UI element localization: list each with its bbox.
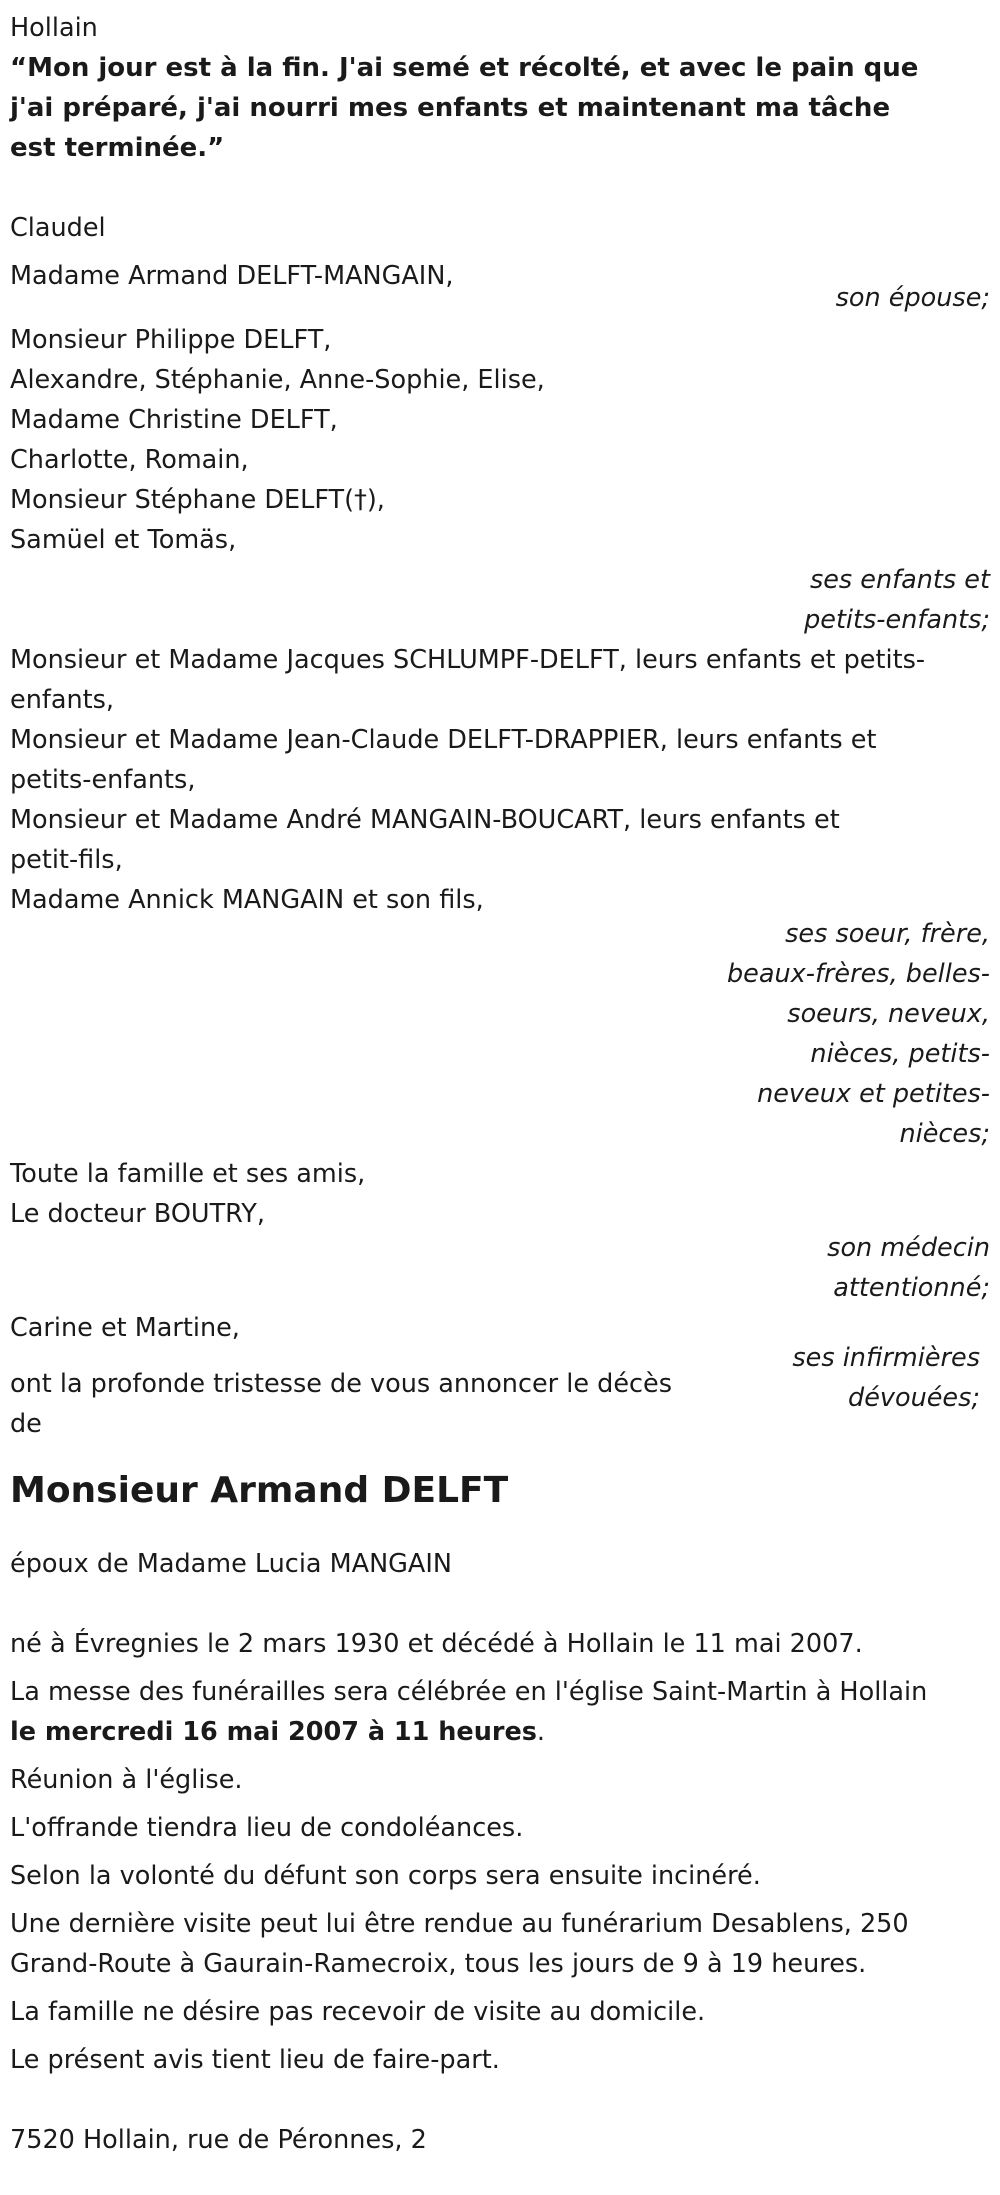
nurses-role-line-2: dévouées; xyxy=(848,1383,980,1413)
nurses-announce-block xyxy=(10,1308,990,1444)
no-home-visit-text: La famille ne désire pas recevoir de visite au domicile. xyxy=(10,1997,706,2027)
announce-line-1: ont la profonde tristesse de vous annoncer le décès xyxy=(10,1369,673,1399)
siblings-role-line: nièces, petits- xyxy=(810,1039,990,1069)
list-item: Monsieur et Madame André MANGAIN-BOUCART, leurs enfants et xyxy=(10,805,840,835)
nurses-role-line-1: ses infirmières xyxy=(792,1343,980,1373)
list-item: petits-enfants, xyxy=(10,765,196,795)
siblings-role-line: soeurs, neveux, xyxy=(787,999,990,1029)
siblings-role-line: neveux et petites- xyxy=(757,1079,990,1109)
nurses-name: Carine et Martine, xyxy=(10,1313,240,1343)
cremation-text: Selon la volonté du défunt son corps sera ensuite incinéré. xyxy=(10,1861,761,1891)
doctor-name: Le docteur BOUTRY, xyxy=(10,1199,265,1229)
siblings-list xyxy=(10,640,990,920)
list-item: Alexandre, Stéphanie, Anne-Sophie, Elise, xyxy=(10,365,545,395)
list-item: Samüel et Tomäs, xyxy=(10,525,237,555)
announce-line-2: de xyxy=(10,1409,42,1439)
list-item: Monsieur et Madame Jacques SCHLUMPF-DELFT, leurs enfants et petits- xyxy=(10,645,926,675)
mass-date-line xyxy=(10,1712,990,1752)
notice-text: Le présent avis tient lieu de faire-part. xyxy=(10,2045,500,2075)
list-item: Monsieur Philippe DELFT, xyxy=(10,325,332,355)
children-role-line-2: petits-enfants; xyxy=(804,605,990,635)
list-item: enfants, xyxy=(10,685,115,715)
list-item: Charlotte, Romain, xyxy=(10,445,249,475)
doctor-role-line-2: attentionné; xyxy=(833,1273,990,1303)
mass-date-suffix: . xyxy=(536,1717,546,1747)
deceased-spouse: époux de Madame Lucia MANGAIN xyxy=(10,1549,452,1579)
mass-line: La messe des funérailles sera célébrée en l'église Saint-Martin à Hollain xyxy=(10,1677,928,1707)
siblings-role-line: ses soeur, frère, xyxy=(785,919,990,949)
children-list xyxy=(10,320,990,560)
doctor-role-line-1: son médecin xyxy=(827,1233,990,1263)
list-item: Madame Annick MANGAIN et son fils, xyxy=(10,885,484,915)
siblings-role-line: nièces; xyxy=(899,1119,990,1149)
list-item: petit-fils, xyxy=(10,845,123,875)
spouse-role: son épouse; xyxy=(835,283,990,313)
siblings-role xyxy=(10,914,990,1154)
quote-text: “Mon jour est à la fin. J'ai semé et récolté, et avec le pain que j'ai préparé, j'ai nourri mes enfants et maintenant ma tâche est terminée.” xyxy=(10,53,919,163)
quote-author: Claudel xyxy=(10,213,106,243)
birth-death: né à Évregnies le 2 mars 1930 et décédé à Hollain le 11 mai 2007. xyxy=(10,1629,863,1659)
visit-line-2: Grand-Route à Gaurain-Ramecroix, tous les jours de 9 à 19 heures. xyxy=(10,1949,867,1979)
siblings-role-line: beaux-frères, belles- xyxy=(727,959,990,989)
deceased-name: Monsieur Armand DELFT xyxy=(10,1470,509,1511)
list-item: Madame Christine DELFT, xyxy=(10,405,338,435)
address: 7520 Hollain, rue de Péronnes, 2 xyxy=(10,2125,427,2155)
offering-text: L'offrande tiendra lieu de condoléances. xyxy=(10,1813,524,1843)
list-item: Monsieur et Madame Jean-Claude DELFT-DRAPPIER, leurs enfants et xyxy=(10,725,877,755)
list-item: Monsieur Stéphane DELFT(†), xyxy=(10,485,385,515)
family-friends: Toute la famille et ses amis, xyxy=(10,1159,366,1189)
location-header: Hollain xyxy=(10,13,98,43)
children-role-line-1: ses enfants et xyxy=(809,565,990,595)
mass-date: le mercredi 16 mai 2007 à 11 heures xyxy=(10,1717,537,1747)
nurses-role xyxy=(792,1338,980,1418)
visit-line-1: Une dernière visite peut lui être rendue au funérarium Desablens, 250 xyxy=(10,1909,909,1939)
spouse-name: Madame Armand DELFT-MANGAIN, xyxy=(10,261,454,291)
reunion-text: Réunion à l'église. xyxy=(10,1765,243,1795)
